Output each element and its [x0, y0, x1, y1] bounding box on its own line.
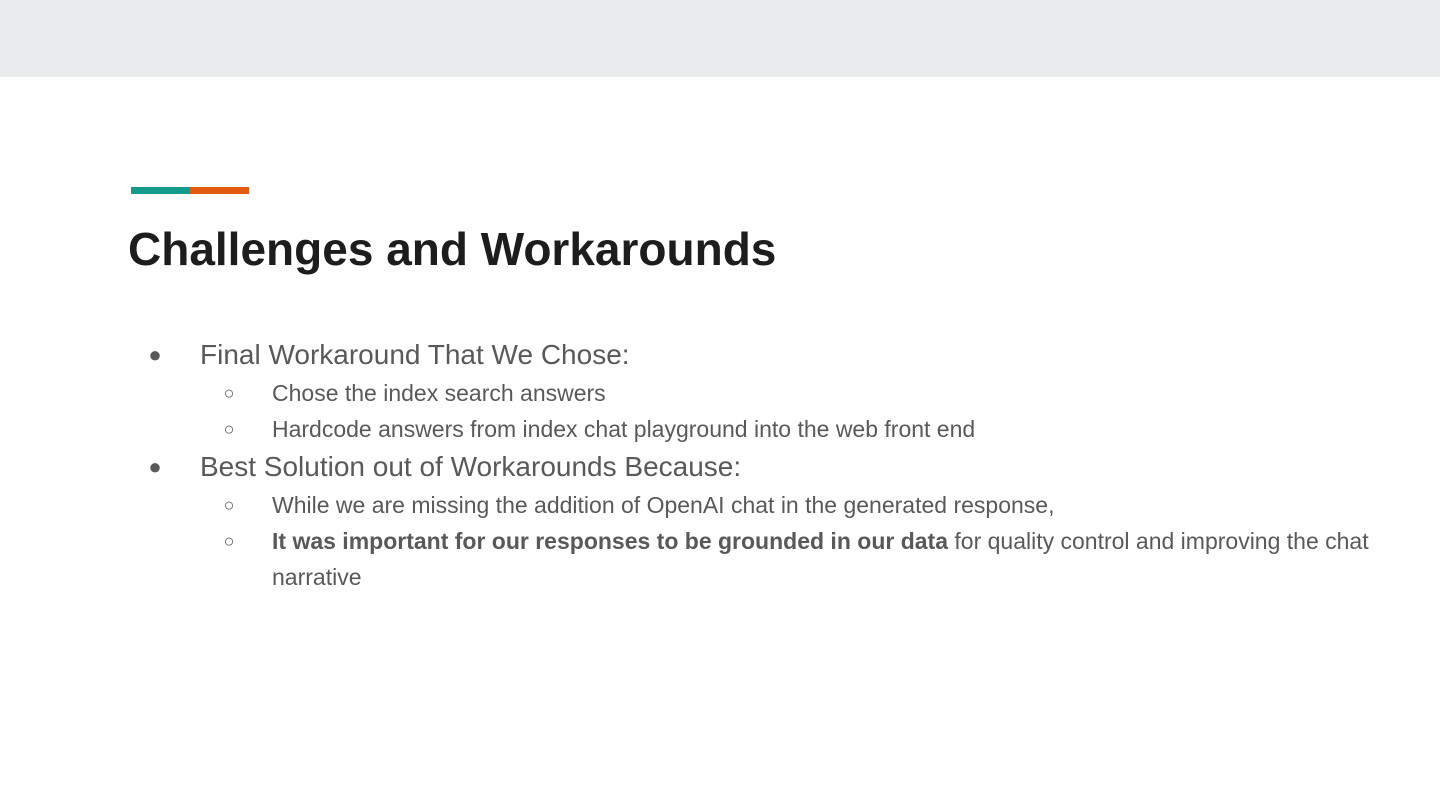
bullet-circle-icon: ○: [223, 383, 235, 403]
sub-bullet-text: [272, 523, 1372, 595]
bullet-text: Final Workaround That We Chose:: [200, 339, 630, 370]
bullet-item: [0, 335, 1440, 375]
bullet-circle-icon: ○: [223, 531, 235, 551]
title-accent-bar: [131, 187, 249, 194]
slide: [0, 77, 1440, 810]
bullet-disc-icon: ●: [148, 342, 162, 367]
bullet-text: Best Solution out of Workarounds Because:: [200, 451, 742, 482]
sub-bullet-item: [0, 523, 1440, 595]
sub-bullet-text: While we are missing the addition of OpenAI chat in the generated response,: [272, 492, 1055, 518]
sub-bullet-bold-text: It was important for our responses to be grounded in our data: [272, 528, 948, 554]
accent-orange: [190, 187, 249, 194]
top-strip: [0, 0, 1440, 77]
bullet-list: [0, 335, 1440, 595]
bullet-circle-icon: ○: [223, 495, 235, 515]
sub-bullet-text: Hardcode answers from index chat playground into the web front end: [272, 416, 976, 442]
sub-bullet-text: Chose the index search answers: [272, 380, 606, 406]
sub-bullet-item: [0, 411, 1440, 447]
bullet-disc-icon: ●: [148, 454, 162, 479]
sub-bullet-item: [0, 487, 1440, 523]
slide-title: Challenges and Workarounds: [128, 223, 777, 275]
bullet-circle-icon: ○: [223, 419, 235, 439]
accent-teal: [131, 187, 190, 194]
bullet-item: [0, 447, 1440, 487]
sub-bullet-item: [0, 375, 1440, 411]
sub-bullet-rest-text: for quality control and improving the chat narrative: [272, 528, 1369, 590]
